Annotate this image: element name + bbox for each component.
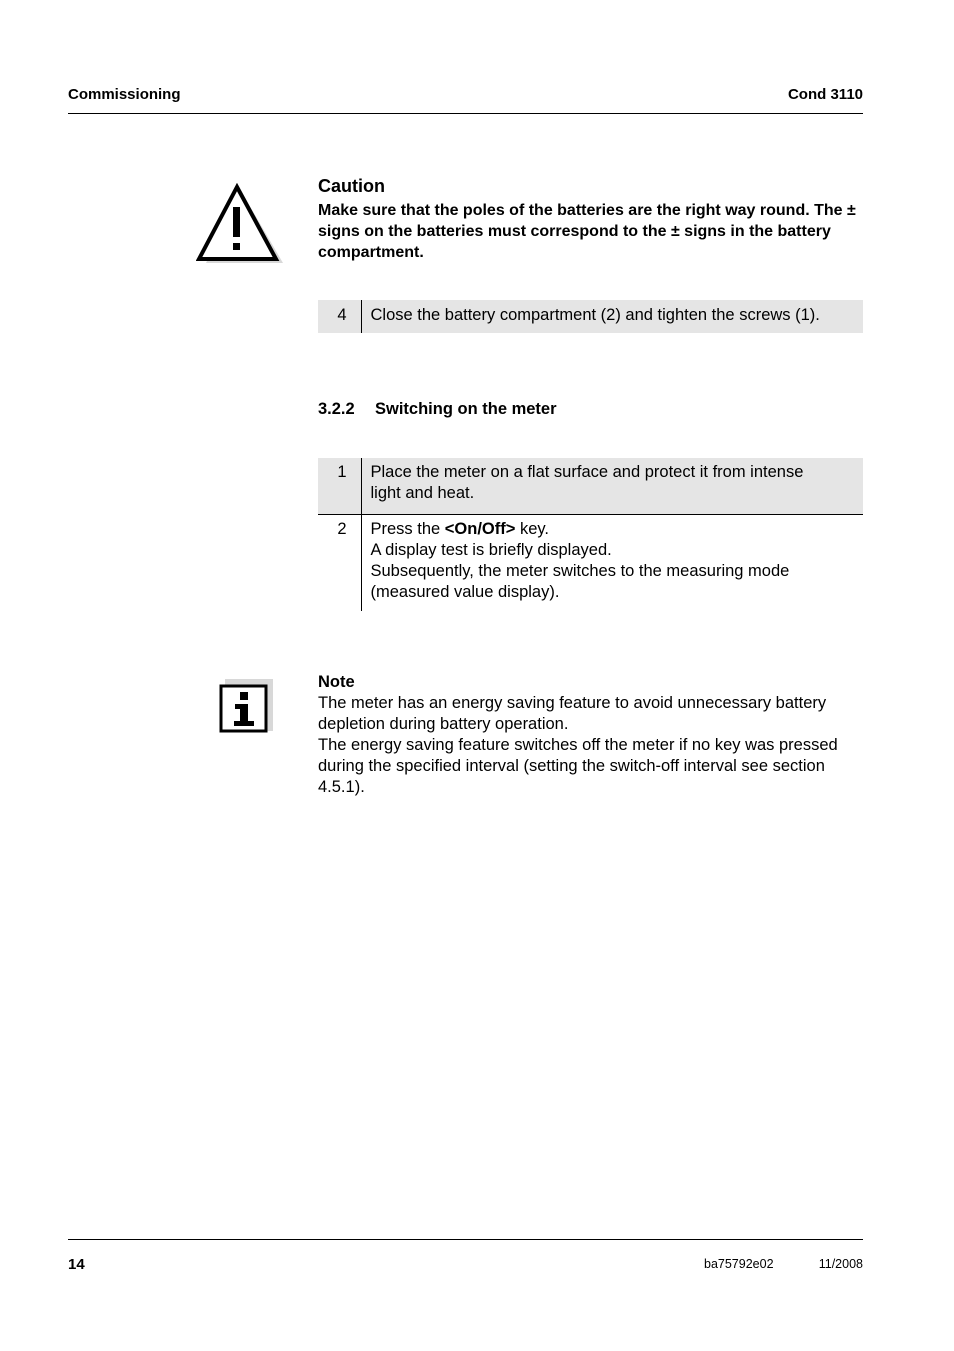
header-product-name: Cond 3110 — [787, 86, 863, 103]
on-off-key-label: <On/Off> — [444, 520, 516, 538]
document-date: 11/2008 — [818, 1257, 863, 1271]
step-line: Place the meter on a flat surface and protect it from intense — [370, 463, 804, 481]
step-line: (measured value display). — [370, 583, 560, 601]
step-line — [371, 519, 864, 540]
step-line: light and heat. — [370, 484, 475, 502]
step-number: 1 — [318, 458, 361, 515]
step-text — [361, 515, 863, 612]
header-section-title: Commissioning — [68, 86, 181, 103]
step-table-battery — [318, 300, 863, 333]
note-title: Note — [318, 673, 355, 691]
note-text — [318, 693, 863, 798]
section-heading — [318, 400, 557, 419]
step-number: 4 — [318, 300, 361, 333]
section-number: 3.2.2 — [318, 400, 355, 418]
info-icon — [219, 678, 275, 736]
footer-rule — [68, 1239, 863, 1240]
step-text — [361, 458, 863, 515]
note-line: during the specified interval (setting the switch-off interval see section — [318, 757, 825, 775]
step-line: Subsequently, the meter switches to the measuring mode — [370, 562, 790, 580]
note-line: depletion during battery operation. — [318, 715, 569, 733]
note-line: The energy saving feature switches off the meter if no key was pressed — [318, 736, 838, 754]
document-id: ba75792e02 — [704, 1257, 774, 1271]
caution-title: Caution — [318, 176, 385, 196]
step-text-post: key. — [515, 520, 550, 538]
step-text: Close the battery compartment (2) and tighten the screws (1). — [370, 306, 820, 324]
step-text-pre: Press the — [370, 520, 445, 538]
step-table-switch-on — [318, 458, 863, 611]
table-row — [318, 458, 863, 515]
warning-triangle-icon — [196, 183, 286, 265]
note-line: 4.5.1). — [318, 778, 365, 796]
table-row — [318, 515, 863, 612]
note-line: The meter has an energy saving feature to avoid unnecessary battery — [318, 694, 827, 712]
section-title: Switching on the meter — [375, 400, 557, 418]
header-rule — [68, 113, 863, 114]
caution-text: Make sure that the poles of the batteries are the right way round. The ± signs on the batteries must correspond to the ± signs in the battery compartment. — [318, 202, 856, 261]
page-number: 14 — [68, 1256, 85, 1273]
table-row — [318, 300, 863, 333]
step-number: 2 — [318, 515, 361, 612]
step-line: A display test is briefly displayed. — [370, 541, 612, 559]
